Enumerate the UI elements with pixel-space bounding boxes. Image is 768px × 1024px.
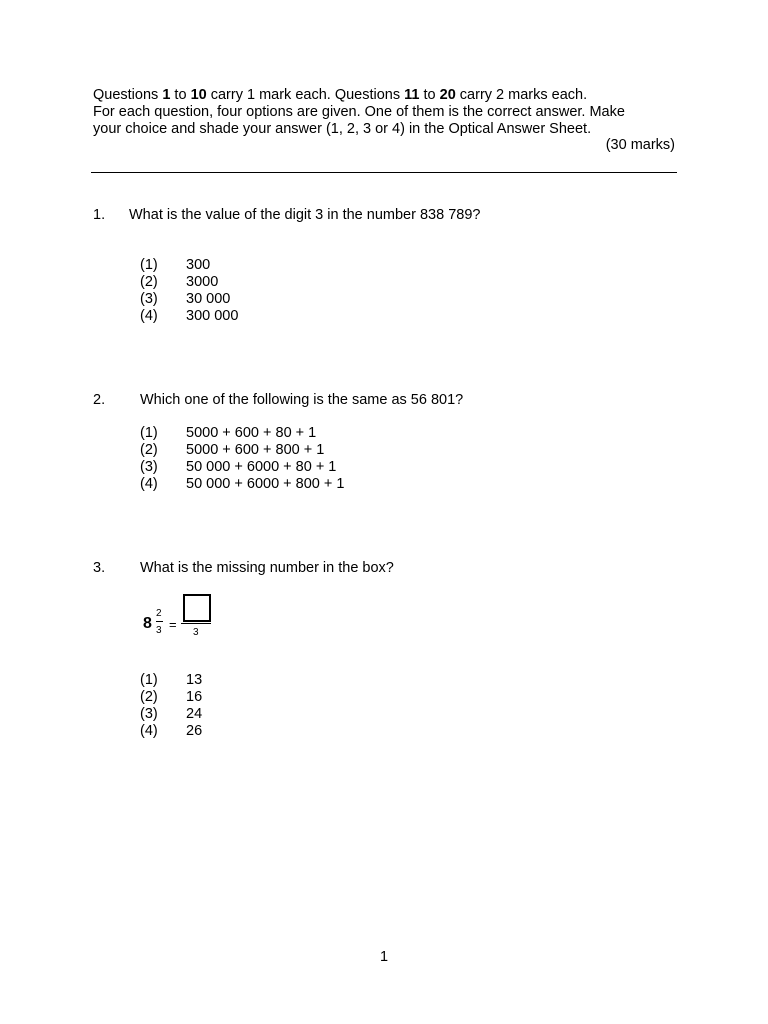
equation-whole: 8 [143,615,152,632]
option-row [140,442,344,459]
option-row [140,291,238,308]
option-label: (1) [140,425,158,441]
option-value: 24 [186,706,203,722]
option-value: 3000 [186,274,219,290]
option-value: 300 000 [186,308,239,324]
option-row [140,706,202,723]
question-3-number: 3. [93,560,106,576]
instructions-line-1 [93,87,625,104]
question-2-text: Which one of the following is the same as 56 801? [140,392,464,408]
equation-denominator: 3 [156,625,162,636]
instr-text: Questions [93,87,163,103]
instructions-line-3: your choice and shade your answer (1, 2, 3 or 4) in the Optical Answer Sheet. [93,120,592,137]
option-label: (3) [140,706,158,722]
fraction-bar [181,623,211,624]
option-value: 5000 + 600 + 80 + 1 [186,425,317,441]
option-label: (1) [140,672,158,688]
option-row [140,723,202,740]
option-label: (2) [140,274,158,290]
option-value: 16 [186,689,203,705]
option-label: (4) [140,308,158,324]
mixed-number-equation [143,594,223,644]
instructions-line-2: For each question, four options are given. One of them is the correct answer. Make [93,103,625,120]
option-row [140,274,238,291]
option-row [140,672,202,689]
question-2-number: 2. [93,392,106,408]
equation-numerator: 2 [156,608,162,619]
instr-bold-number: 1 [162,87,171,103]
instr-bold-number: 11 [404,87,420,103]
question-3-text: What is the missing number in the box? [140,560,394,576]
option-label: (4) [140,476,158,492]
option-row [140,308,238,325]
option-value: 13 [186,672,203,688]
option-label: (1) [140,257,158,273]
option-value: 5000 + 600 + 800 + 1 [186,442,325,458]
option-value: 26 [186,723,203,739]
instr-text: to [419,87,440,103]
option-value: 50 000 + 6000 + 800 + 1 [186,476,345,492]
option-value: 50 000 + 6000 + 80 + 1 [186,459,337,475]
option-label: (3) [140,459,158,475]
question-2-options [140,425,344,493]
option-value: 300 [186,257,211,273]
total-marks: (30 marks) [605,137,675,153]
option-row [140,476,344,493]
page-number: 1 [380,949,389,965]
option-label: (4) [140,723,158,739]
option-value: 30 000 [186,291,231,307]
instructions [93,87,625,137]
question-1-text: What is the value of the digit 3 in the number 838 789? [129,207,481,223]
option-row [140,257,238,274]
rhs-denominator: 3 [193,627,199,638]
divider-line [91,172,677,173]
option-label: (2) [140,689,158,705]
option-row [140,459,344,476]
option-label: (3) [140,291,158,307]
option-row [140,425,344,442]
instr-bold-number: 10 [190,87,207,103]
fraction-bar [156,621,163,622]
instr-bold-number: 20 [439,87,456,103]
option-label: (2) [140,442,158,458]
instr-text: to [170,87,191,103]
question-1-number: 1. [93,207,106,223]
equals-sign: = [169,617,177,632]
option-row [140,689,202,706]
missing-number-box [183,594,211,622]
question-1-options [140,257,238,325]
question-3-options [140,672,202,740]
instr-text: carry 2 marks each. [455,87,588,103]
instr-text: carry 1 mark each. Questions [206,87,405,103]
